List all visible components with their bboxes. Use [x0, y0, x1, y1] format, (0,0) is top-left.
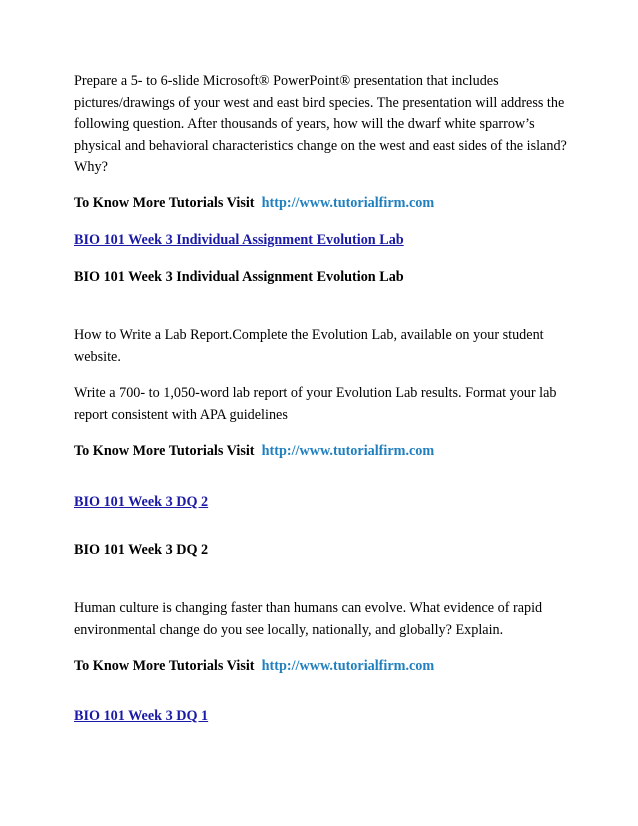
dq2-heading: BIO 101 Week 3 DQ 2: [74, 542, 209, 558]
evolution-lab-link-line: [74, 230, 574, 252]
visit-url-link[interactable]: http://www.tutorialfirm.com: [261, 658, 435, 674]
visit-label: To Know More Tutorials Visit: [74, 195, 255, 211]
tutorials-visit-line-3: [74, 656, 574, 678]
intro-paragraph: Prepare a 5- to 6-slide Microsoft® PowerPoint® presentation that includes pictures/drawings of your west and east bird species. The presentation will address the following question. After thousands of years, how will the dwarf white sparrow’s physical and behavioral characteristics change on the west and east sides of the island? Why?: [74, 73, 567, 175]
evolution-lab-paragraph-1: How to Write a Lab Report.Complete the Evolution Lab, available on your student website.: [74, 327, 544, 365]
visit-label: To Know More Tutorials Visit: [74, 443, 255, 459]
evolution-lab-link[interactable]: BIO 101 Week 3 Individual Assignment Evolution Lab: [74, 232, 404, 248]
dq1-link-line: [74, 706, 574, 728]
evolution-lab-heading: BIO 101 Week 3 Individual Assignment Evolution Lab: [74, 269, 404, 285]
tutorials-visit-line-2: [74, 441, 574, 463]
visit-url-link[interactable]: http://www.tutorialfirm.com: [261, 195, 435, 211]
dq1-link[interactable]: BIO 101 Week 3 DQ 1: [74, 708, 209, 724]
tutorials-visit-line-1: [74, 193, 574, 215]
visit-label: To Know More Tutorials Visit: [74, 658, 255, 674]
evolution-lab-paragraph-2: Write a 700- to 1,050-word lab report of your Evolution Lab results. Format your lab report consistent with APA guidelines: [74, 385, 557, 423]
visit-url-link[interactable]: http://www.tutorialfirm.com: [261, 443, 435, 459]
dq2-paragraph: Human culture is changing faster than humans can evolve. What evidence of rapid environmental change do you see locally, nationally, and globally? Explain.: [74, 600, 543, 638]
dq2-link[interactable]: BIO 101 Week 3 DQ 2: [74, 494, 209, 510]
dq2-link-line: [74, 492, 574, 514]
